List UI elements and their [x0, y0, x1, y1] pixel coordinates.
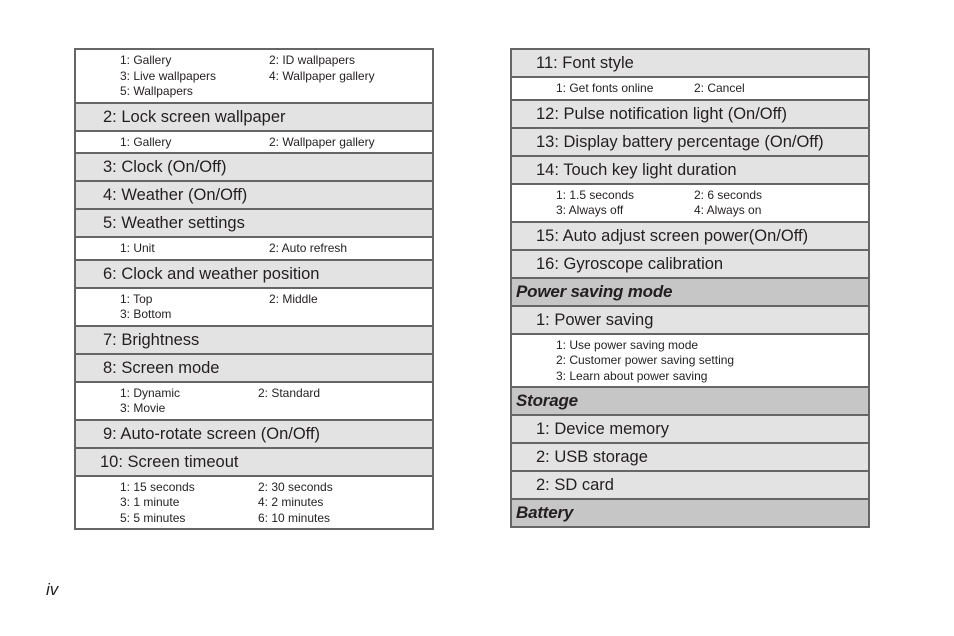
- menu-item-clock-weather-position: 6: Clock and weather position: [76, 261, 432, 289]
- option: 6: 10 minutes: [258, 510, 331, 525]
- submenu-options: [76, 132, 432, 155]
- menu-item-lock-screen-wallpaper: 2: Lock screen wallpaper: [76, 104, 432, 132]
- option: 3: 1 minute: [120, 495, 180, 509]
- option: 1: Dynamic: [120, 385, 181, 400]
- option: 1: 1.5 seconds: [556, 187, 635, 202]
- menu-item-weather: 4: Weather (On/Off): [76, 182, 432, 210]
- menu-item-display-battery-percentage: 13: Display battery percentage (On/Off): [512, 129, 868, 157]
- section-header-power-saving-mode: Power saving mode: [512, 279, 868, 307]
- option: 3: Bottom: [120, 307, 172, 321]
- option: 2: Wallpaper gallery: [269, 134, 375, 149]
- option: 1: Unit: [120, 241, 155, 255]
- option: 2: Customer power saving setting: [556, 353, 735, 367]
- option: 3: Movie: [120, 401, 166, 415]
- menu-item-auto-rotate: 9: Auto-rotate screen (On/Off): [76, 421, 432, 449]
- menu-item-usb-storage: 2: USB storage: [512, 444, 868, 472]
- menu-item-clock: 3: Clock (On/Off): [76, 154, 432, 182]
- section-header-battery: Battery: [512, 500, 868, 528]
- menu-item-power-saving: 1: Power saving: [512, 307, 868, 335]
- left-menu-table: [74, 48, 434, 530]
- menu-item-screen-mode: 8: Screen mode: [76, 355, 432, 383]
- menu-item-touch-key-light-duration: 14: Touch key light duration: [512, 157, 868, 185]
- option: 1: Gallery: [120, 53, 172, 67]
- option: 2: Auto refresh: [269, 241, 348, 255]
- section-header-storage: Storage: [512, 388, 868, 416]
- page-number: iv: [46, 580, 59, 599]
- option: 2: Cancel: [694, 81, 745, 95]
- submenu-options: [512, 78, 868, 101]
- option: 4: Wallpaper gallery: [269, 68, 375, 83]
- menu-item-auto-adjust-screen-power: 15: Auto adjust screen power(On/Off): [512, 223, 868, 251]
- submenu-options: [76, 50, 432, 104]
- option: 3: Live wallpapers: [120, 68, 217, 83]
- option: 4: Always on: [694, 203, 762, 217]
- menu-item-pulse-notification-light: 12: Pulse notification light (On/Off): [512, 101, 868, 129]
- option: 3: Always off: [556, 203, 624, 217]
- menu-item-screen-timeout: 10: Screen timeout: [76, 449, 432, 477]
- submenu-options: [512, 335, 868, 389]
- menu-item-device-memory: 1: Device memory: [512, 416, 868, 444]
- option: 2: 30 seconds: [258, 479, 333, 494]
- option: 2: Standard: [258, 385, 321, 400]
- option: 2: Middle: [269, 291, 318, 306]
- option: 4: 2 minutes: [258, 495, 324, 509]
- menu-item-brightness: 7: Brightness: [76, 327, 432, 355]
- option: 1: 15 seconds: [120, 479, 195, 494]
- option: 2: 6 seconds: [694, 187, 763, 202]
- option: 1: Use power saving mode: [556, 337, 699, 352]
- menu-item-font-style: 11: Font style: [512, 50, 868, 78]
- menu-item-sd-card: 2: SD card: [512, 472, 868, 500]
- right-menu-table: [510, 48, 870, 528]
- menu-item-gyroscope-calibration: 16: Gyroscope calibration: [512, 251, 868, 279]
- submenu-options: [76, 477, 432, 531]
- option: 1: Gallery: [120, 134, 172, 149]
- submenu-options: [76, 383, 432, 421]
- submenu-options: [76, 238, 432, 261]
- option: 2: ID wallpapers: [269, 53, 356, 67]
- option: 1: Get fonts online: [556, 81, 654, 95]
- option: 5: Wallpapers: [120, 84, 193, 98]
- submenu-options: [512, 185, 868, 223]
- menu-item-weather-settings: 5: Weather settings: [76, 210, 432, 238]
- option: 5: 5 minutes: [120, 510, 186, 525]
- submenu-options: [76, 289, 432, 327]
- option: 1: Top: [120, 291, 153, 306]
- option: 3: Learn about power saving: [556, 368, 708, 383]
